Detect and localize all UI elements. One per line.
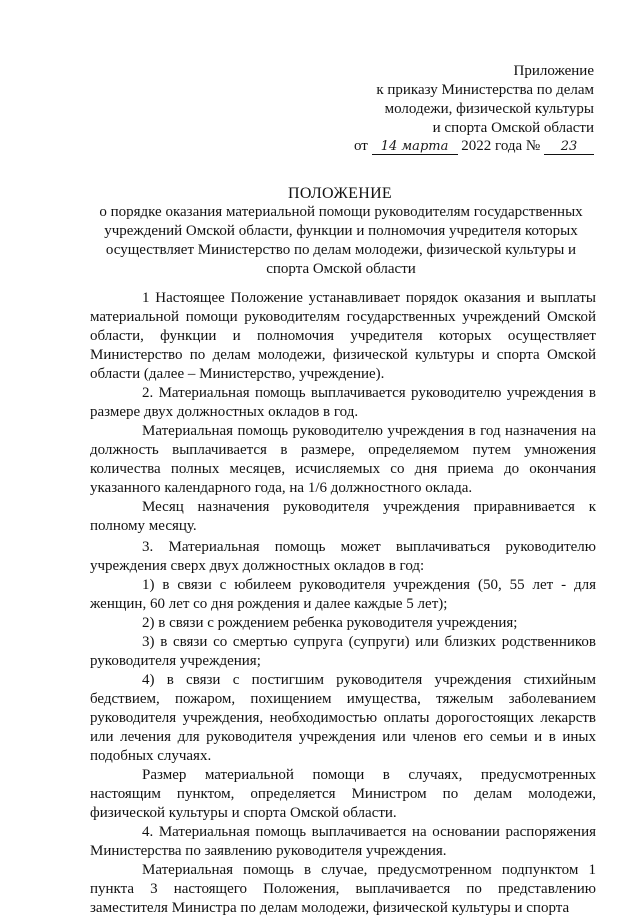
date-prefix: от [353,138,368,154]
paragraph: 1) в связи с юбилеем руководителя учреждения (50, 55 лет - для женщин, 60 лет со дня рождения и далее каждые 5 лет); [90,577,596,612]
paragraph: 4) в связи с постигшим руководителя учреждения стихийным бедствием, пожаром, похищением имущества, тяжелым заболеванием руководителя учреждения, необходимостью оплаты дорогостоящих лекарств или лечения для руководителя учреждения или членов его семьи и в иных подобных случаях. [90,672,596,764]
paragraph: Материальная помощь в случае, предусмотренном подпунктом 1 пункта 3 настоящего Положения, выплачивается по представлению заместителя Министра по делам молодежи, физической культуры и спорта [90,862,596,916]
number-blank [544,139,594,155]
order-date-line [354,137,594,156]
paragraph: 4. Материальная помощь выплачивается на основании распоряжения Министерства по заявлению руководителя учреждения. [90,824,596,859]
paragraph: 1 Настоящее Положение устанавливает порядок оказания и выплаты материальной помощи руководителям государственных учреждений Омской области, функции и полномочия учредителя которых осуществляет Министерство по делам молодежи, физической культуры и спорта Омской области (далее – Министерство, учреждение). [90,290,596,382]
annex-block [376,62,594,138]
paragraph: 2) в связи с рождением ребенка руководителя учреждения; [142,615,518,631]
document-title: ПОЛОЖЕНИЕ [287,185,392,202]
paragraph: 3) в связи со смертью супруга (супруги) или близких родственников руководителя учреждения; [90,634,596,669]
paragraph: Размер материальной помощи в случаях, предусмотренных настоящим пунктом, определяется Министром по делам молодежи, физической культуры и спорта Омской области. [90,767,596,821]
paragraph: Месяц назначения руководителя учреждения приравнивается к полному месяцу. [90,499,596,534]
annex-line: молодежи, физической культуры [384,101,594,117]
handwritten-date: 14 марта [380,139,449,154]
date-year: 2022 года № [461,138,541,154]
document-body [90,289,596,918]
handwritten-number: 23 [560,139,578,154]
paragraph: Материальная помощь руководителю учреждения в год назначения на должность выплачивается в размере, определяемом путем умножения количества полных месяцев, исчисляемых со дня приема до окончания указанного календарного года, на 1/6 должностного оклада. [90,423,596,496]
annex-line: к приказу Министерства по делам [376,82,594,98]
date-blank [372,139,458,155]
paragraph: 2. Материальная помощь выплачивается руководителю учреждения в размере двух должностных окладов в год. [90,385,596,420]
document-subtitle: о порядке оказания материальной помощи руководителям государственных учреждений Омской области, функции и полномочия учредителя которых осуществляет Министерство по делам молодежи, физической культуры и спорта Омской области [99,204,583,277]
annex-title: Приложение [513,63,594,79]
annex-line: и спорта Омской области [432,120,594,136]
paragraph: 3. Материальная помощь может выплачиваться руководителю учреждения сверх двух должностных окладов в год: [90,539,596,574]
